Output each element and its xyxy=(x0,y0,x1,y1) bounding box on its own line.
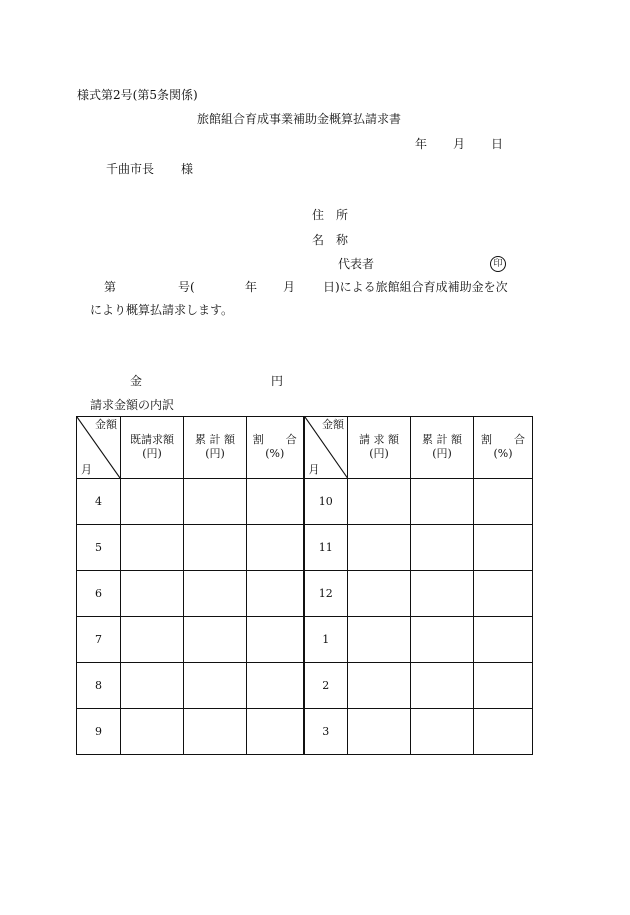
ratio-cell[interactable] xyxy=(247,571,304,617)
amount-cell[interactable] xyxy=(121,525,184,571)
table-row xyxy=(77,617,533,663)
cumulative-cell[interactable] xyxy=(411,571,474,617)
ratio-cell[interactable] xyxy=(474,525,533,571)
amount-cell[interactable] xyxy=(348,525,411,571)
ratio-cell[interactable] xyxy=(474,709,533,755)
table-row xyxy=(77,663,533,709)
corner-month-label: 月 xyxy=(308,463,320,476)
amount-unit: 円 xyxy=(271,374,284,388)
month-cell: 11 xyxy=(304,525,348,571)
corner-amount-label: 金額 xyxy=(322,418,344,431)
amount-cell[interactable] xyxy=(121,709,184,755)
amount-label: 金 xyxy=(130,374,143,388)
ratio-cell[interactable] xyxy=(474,617,533,663)
representative-label: 代表者 xyxy=(338,257,375,271)
corner-cell-left xyxy=(77,417,121,479)
cumulative-cell[interactable] xyxy=(184,479,247,525)
date-day: 日 xyxy=(491,137,504,151)
cumulative-cell[interactable] xyxy=(411,709,474,755)
ratio-cell[interactable] xyxy=(247,709,304,755)
date-month: 月 xyxy=(453,137,466,151)
ratio-cell[interactable] xyxy=(247,525,304,571)
body-line2: により概算払請求します。 xyxy=(90,303,234,317)
addressee-name: 千曲市長 xyxy=(106,162,155,176)
amount-cell[interactable] xyxy=(121,571,184,617)
table-row xyxy=(77,709,533,755)
cumulative-cell[interactable] xyxy=(184,571,247,617)
amount-cell[interactable] xyxy=(121,663,184,709)
ratio-cell[interactable] xyxy=(474,571,533,617)
amount-cell[interactable] xyxy=(348,663,411,709)
name-label: 名 称 xyxy=(312,233,349,247)
header-cell: 累 計 額 (円) xyxy=(184,417,247,479)
address-label: 住 所 xyxy=(312,208,349,222)
cumulative-cell[interactable] xyxy=(411,663,474,709)
ratio-cell[interactable] xyxy=(474,479,533,525)
month-cell: 5 xyxy=(77,525,121,571)
cumulative-cell[interactable] xyxy=(411,525,474,571)
ratio-cell[interactable] xyxy=(474,663,533,709)
ratio-cell[interactable] xyxy=(247,663,304,709)
seal-icon: 印 xyxy=(490,256,506,272)
corner-cell-right xyxy=(304,417,348,479)
month-cell: 1 xyxy=(304,617,348,663)
month-cell: 7 xyxy=(77,617,121,663)
corner-amount-label: 金額 xyxy=(95,418,117,431)
month-cell: 6 xyxy=(77,571,121,617)
addressee-honorific: 様 xyxy=(181,162,194,176)
cumulative-cell[interactable] xyxy=(411,479,474,525)
month-cell: 8 xyxy=(77,663,121,709)
body-month: 月 xyxy=(283,280,296,294)
date-year: 年 xyxy=(415,137,428,151)
month-cell: 3 xyxy=(304,709,348,755)
document-title: 旅館組合育成事業補助金概算払請求書 xyxy=(197,112,402,126)
ratio-cell[interactable] xyxy=(247,479,304,525)
cumulative-cell[interactable] xyxy=(184,525,247,571)
breakdown-caption: 請求金額の内訳 xyxy=(90,398,175,412)
header-cell: 累 計 額 (円) xyxy=(411,417,474,479)
header-cell: 割 合 (%) xyxy=(474,417,533,479)
amount-cell[interactable] xyxy=(348,709,411,755)
amount-cell[interactable] xyxy=(121,479,184,525)
table-row xyxy=(77,525,533,571)
ratio-cell[interactable] xyxy=(247,617,304,663)
breakdown-table xyxy=(76,416,533,755)
cumulative-cell[interactable] xyxy=(184,663,247,709)
amount-cell[interactable] xyxy=(121,617,184,663)
header-row xyxy=(77,417,533,479)
corner-month-label: 月 xyxy=(81,463,92,476)
header-cell: 請 求 額 (円) xyxy=(348,417,411,479)
form-number: 様式第2号(第5条関係) xyxy=(77,88,198,102)
body-go: 号( xyxy=(178,280,195,294)
month-cell: 2 xyxy=(304,663,348,709)
body-year: 年 xyxy=(245,280,258,294)
month-cell: 10 xyxy=(304,479,348,525)
month-cell: 9 xyxy=(77,709,121,755)
month-cell: 4 xyxy=(77,479,121,525)
table-row xyxy=(77,571,533,617)
table-row xyxy=(77,479,533,525)
amount-cell[interactable] xyxy=(348,571,411,617)
header-cell: 割 合 (%) xyxy=(247,417,304,479)
amount-cell[interactable] xyxy=(348,617,411,663)
month-cell: 12 xyxy=(304,571,348,617)
amount-cell[interactable] xyxy=(348,479,411,525)
body-rest: 日)による旅館組合育成補助金を次 xyxy=(323,280,508,294)
cumulative-cell[interactable] xyxy=(184,617,247,663)
cumulative-cell[interactable] xyxy=(411,617,474,663)
body-dai: 第 xyxy=(104,280,117,294)
header-cell: 既請求額 (円) xyxy=(121,417,184,479)
cumulative-cell[interactable] xyxy=(184,709,247,755)
